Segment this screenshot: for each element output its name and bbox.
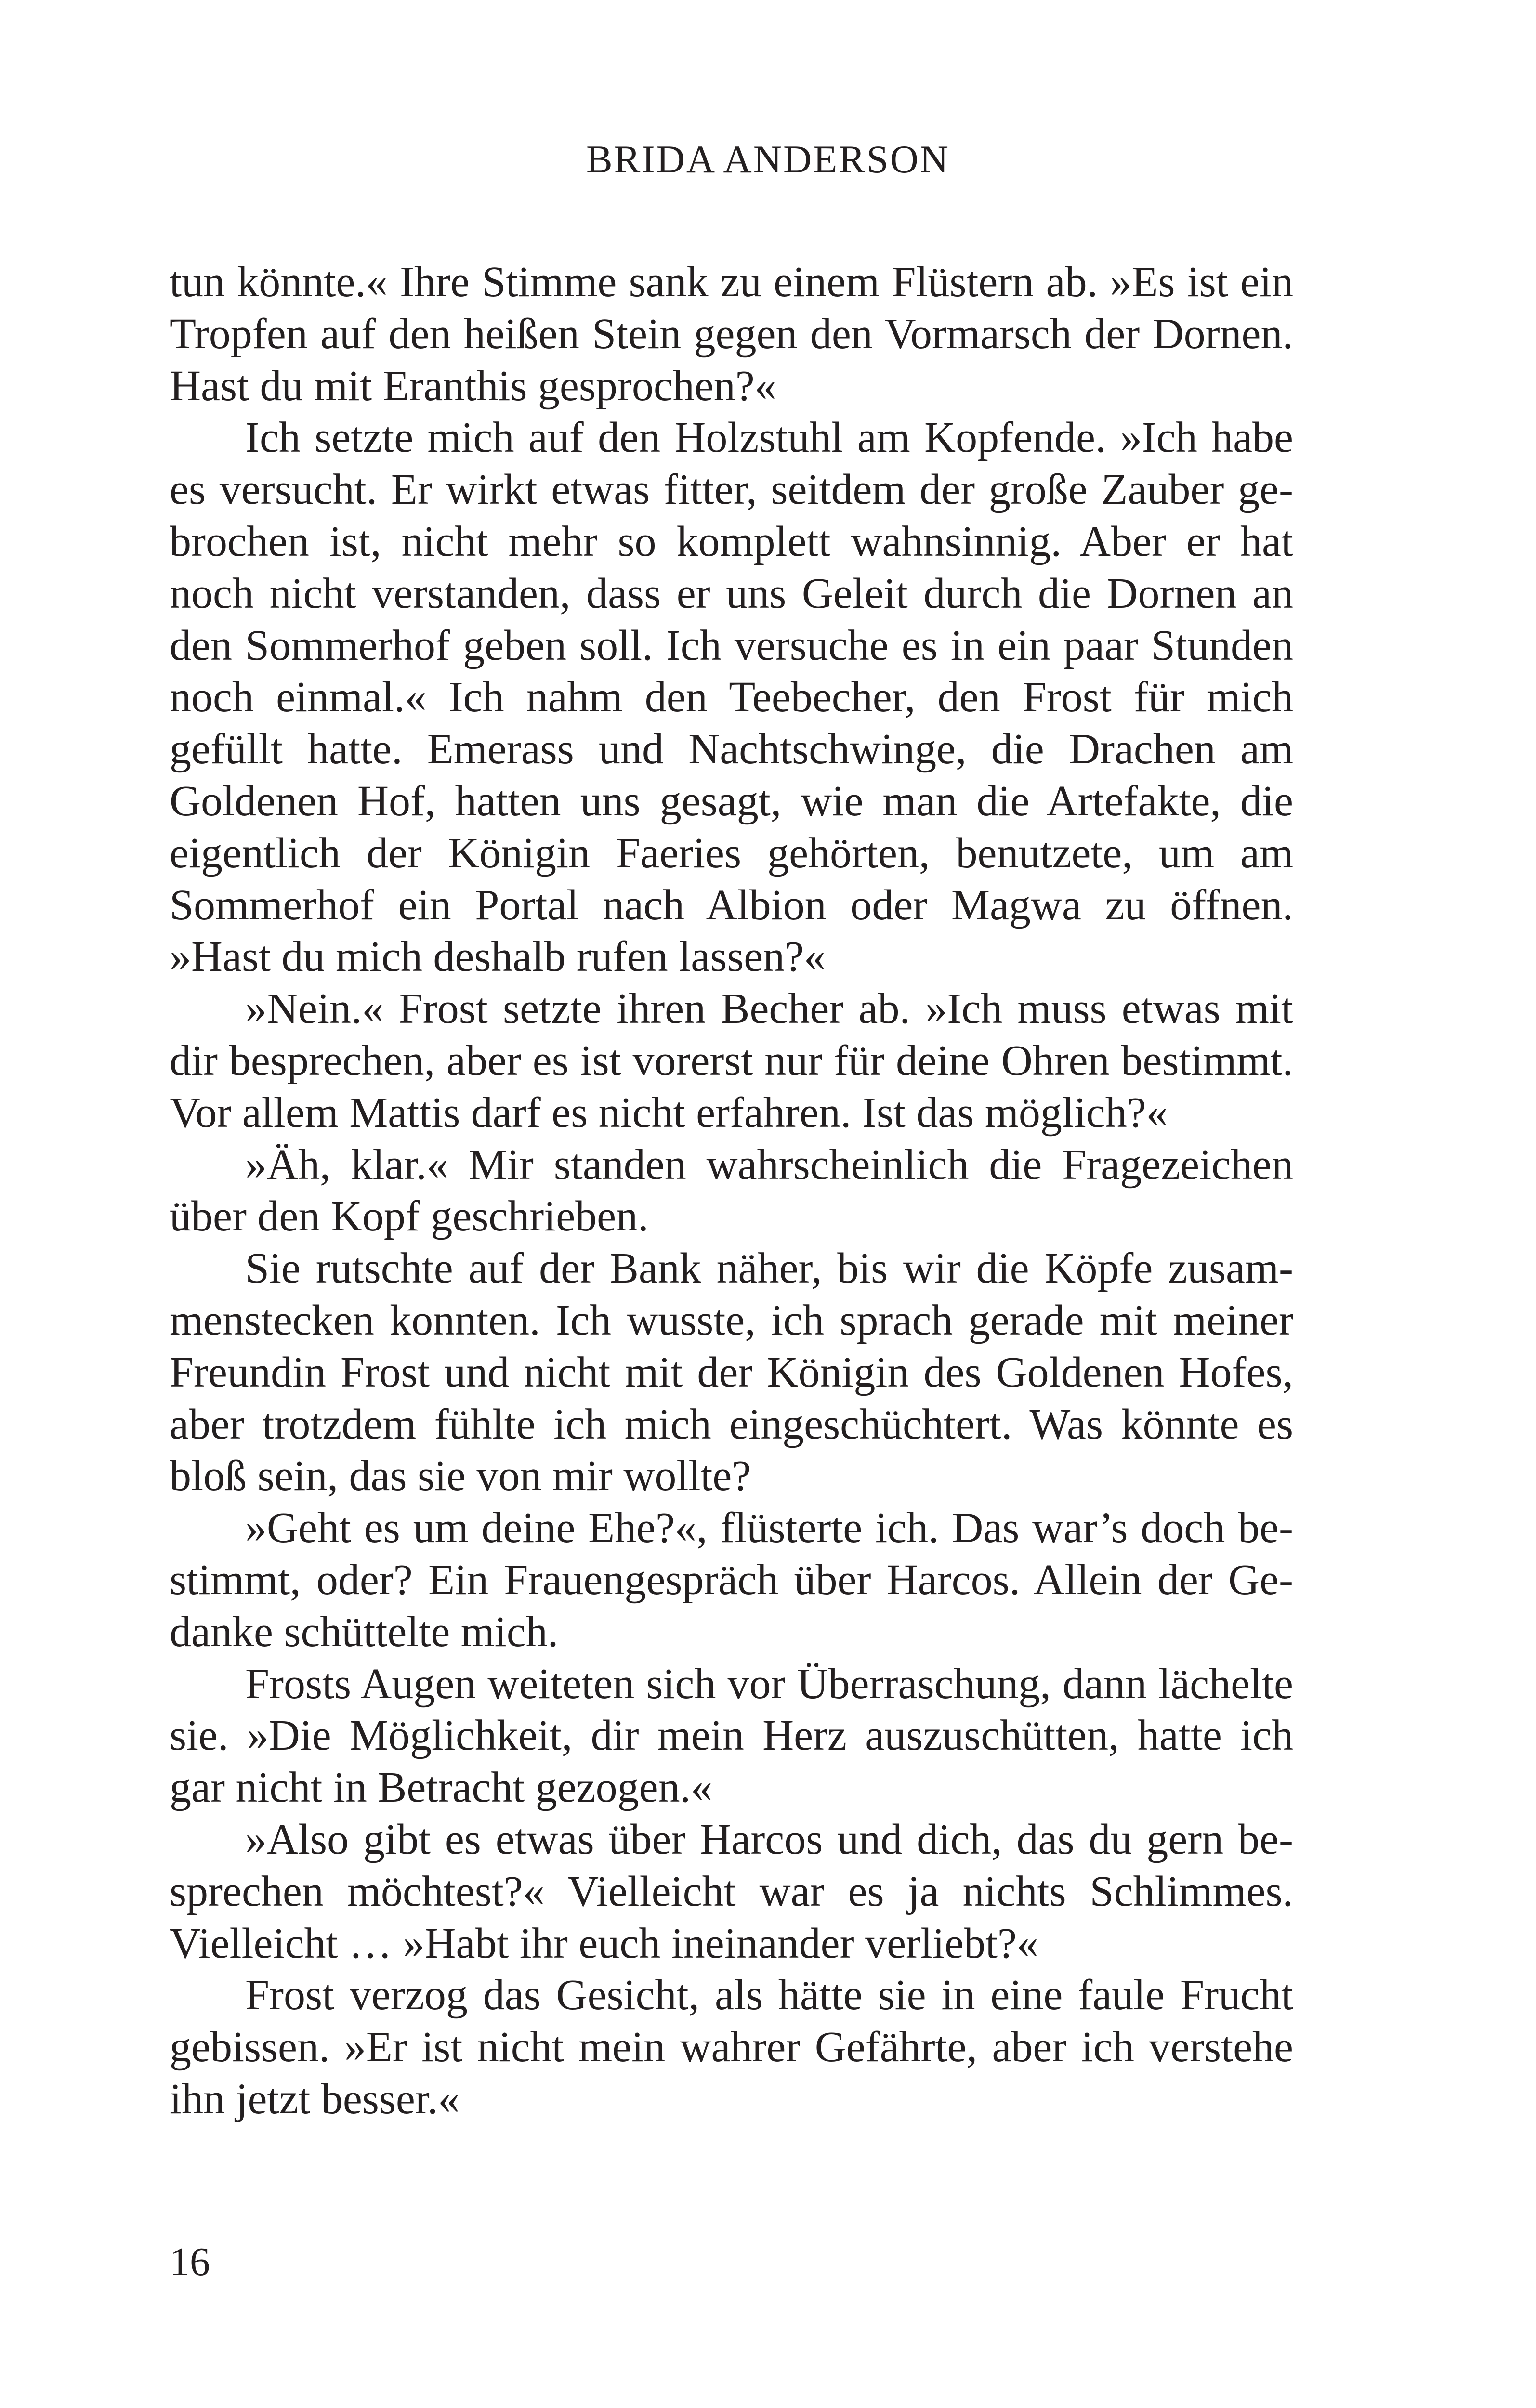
paragraph: Frosts Augen weiteten sich vor Überraschung, dann lächelte sie. »Die Möglichkeit, dir mein Herz auszuschütten, hatte ich gar nicht in Betracht gezogen.« [170,1660,1293,1812]
paragraph: Sie rutschte auf der Bank näher, bis wir die Köpfe zusammenstecken konnten. Ich wusste, ich sprach gerade mit meiner Freundin Frost und nicht mit der Königin des Goldenen Hofes, aber trotzdem fühlte ich mich eingeschüchtert. Was könnte es bloß sein, das sie von mir wollte? [170,1244,1293,1500]
paragraph: Frost verzog das Gesicht, als hätte sie in eine faule Frucht gebissen. »Er ist nicht mein wahrer Gefährte, aber ich verstehe ihn jetzt besser.« [170,1971,1293,2123]
paragraph: »Äh, klar.« Mir standen wahrscheinlich die Fragezeichen über den Kopf geschrieben. [170,1140,1293,1241]
running-header: BRIDA ANDERSON [586,137,950,181]
paragraph: »Geht es um deine Ehe?«, flüsterte ich. Das war’s doch bestimmt, oder? Ein Frauengespräch über Harcos. Allein der Gedanke schüttelte mich. [170,1504,1293,1656]
paragraph: »Nein.« Frost setzte ihren Becher ab. »Ich muss etwas mit dir besprechen, aber es ist vorerst nur für deine Ohren bestimmt. Vor allem Mattis darf es nicht erfahren. Ist das möglich?« [170,985,1293,1137]
body-text [170,256,1293,2125]
paragraph: tun könnte.« Ihre Stimme sank zu einem Flüstern ab. »Es ist ein Tropfen auf den heißen Stein gegen den Vormarsch der Dornen. Hast du mit Eranthis gesprochen?« [170,258,1293,410]
paragraph: Ich setzte mich auf den Holzstuhl am Kopfende. »Ich habe es versucht. Er wirkt etwas fitter, seitdem der große Zauber gebrochen ist, nicht mehr so komplett wahnsinnig. Aber er hat noch nicht verstanden, dass er uns Geleit durch die Dornen an den Sommerhof geben soll. Ich versuche es in ein paar Stunden noch einmal.« Ich nahm den Teebecher, den Frost für mich gefüllt hatte. Emerass und Nachtschwinge, die Drachen am Goldenen Hof, hatten uns gesagt, wie man die Artefakte, die eigentlich der Königin Faeries gehörten, benutzete, um am Sommerhof ein Portal nach Albion oder Magwa zu öffnen. »Hast du mich deshalb rufen lassen?« [170,414,1293,981]
page-number: 16 [170,2239,210,2284]
paragraph: »Also gibt es etwas über Harcos und dich, das du gern besprechen möchtest?« Vielleicht war es ja nichts Schlimmes. Vielleicht … »Habt ihr euch ineinander verliebt?« [170,1815,1293,1967]
